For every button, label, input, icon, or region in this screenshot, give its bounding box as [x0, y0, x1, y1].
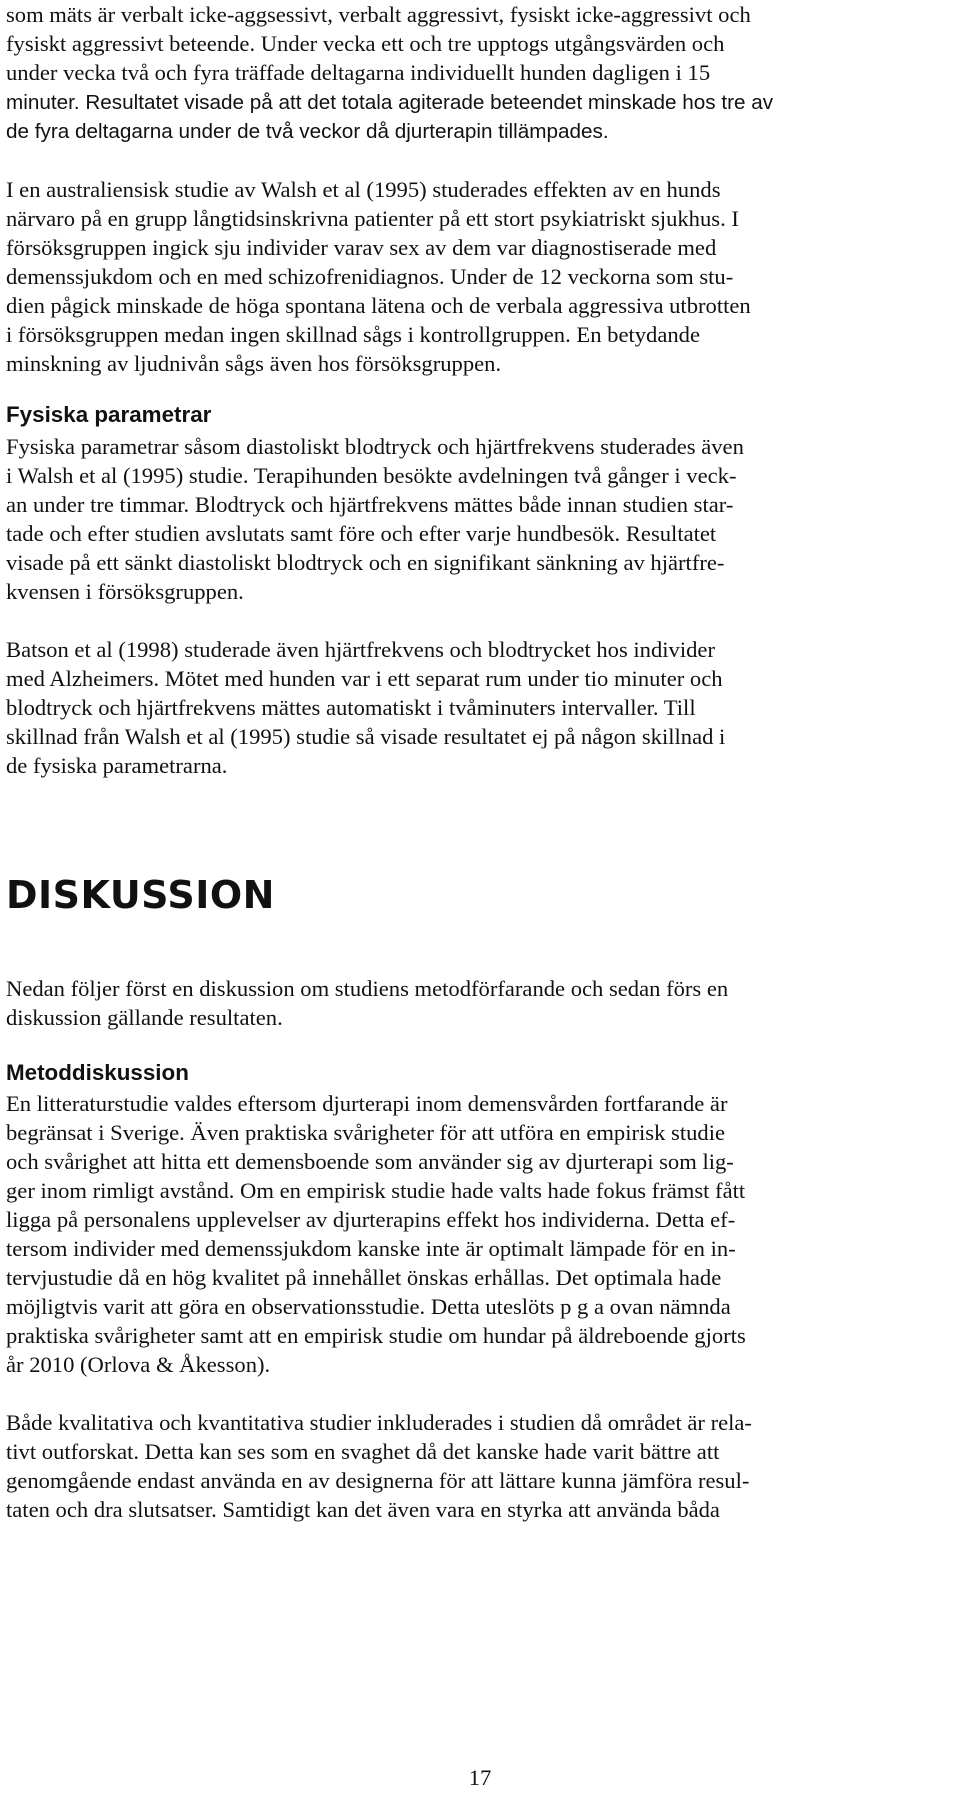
- text-line: kvensen i försöksgruppen.: [6, 579, 244, 604]
- text-line: och svårighet att hitta ett demensboende som använder sig av djurterapi som lig-: [6, 1149, 734, 1174]
- text-line: de fyra deltagarna under de två veckor då djurterapin tillämpades.: [6, 120, 609, 143]
- text-line: tivt outforskat. Detta kan ses som en svaghet då det kanske hade varit bättre att: [6, 1439, 720, 1464]
- text-line: ger inom rimligt avstånd. Om en empirisk studie hade valts hade fokus främst fått: [6, 1178, 746, 1203]
- text-line: an under tre timmar. Blodtryck och hjärtfrekvens mättes både innan studien star-: [6, 492, 734, 517]
- text-line: möjligtvis varit att göra en observationsstudie. Detta uteslöts p g a ovan nämnda: [6, 1294, 731, 1319]
- text-line: tersom individer med demenssjukdom kanske inte är optimalt lämpade för en in-: [6, 1236, 736, 1261]
- text-line: år 2010 (Orlova & Åkesson).: [6, 1352, 271, 1377]
- text-line: med Alzheimers. Mötet med hunden var i ett separat rum under tio minuter och: [6, 666, 723, 691]
- text-line: försöksgruppen ingick sju individer varav sex av dem var diagnostiserade med: [6, 235, 717, 260]
- text-line: under vecka två och fyra träffade deltagarna individuellt hunden dagligen i 15: [6, 60, 711, 85]
- text-line: tervjustudie då en hög kvalitet på innehållet önskas erhållas. Det optimala hade: [6, 1265, 722, 1290]
- text-line: skillnad från Walsh et al (1995) studie så visade resultatet ej på någon skillnad i: [6, 724, 726, 749]
- text-line: Både kvalitativa och kvantitativa studier inkluderades i studien då området är rela-: [6, 1410, 752, 1435]
- page-number: 17: [468, 1765, 492, 1790]
- text-line: ligga på personalens upplevelser av djurterapins effekt hos individerna. Detta ef-: [6, 1207, 736, 1232]
- text-line: demenssjukdom och en med schizofrenidiagnos. Under de 12 veckorna som stu-: [6, 264, 734, 289]
- text-line: i försöksgruppen medan ingen skillnad sågs i kontrollgruppen. En betydande: [6, 322, 700, 347]
- chapter-heading-diskussion: DISKUSSION: [6, 873, 275, 917]
- text-line: blodtryck och hjärtfrekvens mättes automatiskt i tvåminuters intervaller. Till: [6, 695, 696, 720]
- text-line: minuter. Resultatet visade på att det totala agiterade beteendet minskade hos tre av: [6, 91, 774, 114]
- text-line: Batson et al (1998) studerade även hjärtfrekvens och blodtrycket hos individer: [6, 637, 715, 662]
- text-line: Nedan följer först en diskussion om studiens metodförfarande och sedan förs en: [6, 976, 729, 1001]
- text-line: närvaro på en grupp långtidsinskrivna patienter på ett stort psykiatriskt sjukhus. I: [6, 206, 739, 231]
- text-line: En litteraturstudie valdes eftersom djurterapi inom demensvården fortfarande är: [6, 1091, 728, 1116]
- text-line: genomgående endast använda en av designerna för att lättare kunna jämföra resul-: [6, 1468, 750, 1493]
- text-line: visade på ett sänkt diastoliskt blodtryck och en signifikant sänkning av hjärtfre-: [6, 550, 725, 575]
- text-line: praktiska svårigheter samt att en empirisk studie om hundar på äldreboende gjorts: [6, 1323, 746, 1348]
- text-line: begränsat i Sverige. Även praktiska svårigheter för att utföra en empirisk studie: [6, 1120, 726, 1145]
- text-line: de fysiska parametrarna.: [6, 753, 228, 778]
- text-line: I en australiensisk studie av Walsh et al (1995) studerades effekten av en hunds: [6, 177, 721, 202]
- text-line: dien pågick minskade de höga spontana lätena och de verbala aggressiva utbrotten: [6, 293, 751, 318]
- text-line: taten och dra slutsatser. Samtidigt kan det även vara en styrka att använda båda: [6, 1497, 720, 1522]
- text-line: i Walsh et al (1995) studie. Terapihunden besökte avdelningen två gånger i veck-: [6, 463, 737, 488]
- section-heading-metoddiskussion: Metoddiskussion: [6, 1060, 189, 1085]
- text-line: som mäts är verbalt icke-aggsessivt, verbalt aggressivt, fysiskt icke-aggressivt och: [6, 2, 751, 27]
- text-line: fysiskt aggressivt beteende. Under vecka ett och tre upptogs utgångsvärden och: [6, 31, 725, 56]
- text-line: diskussion gällande resultaten.: [6, 1005, 283, 1030]
- text-line: minskning av ljudnivån sågs även hos försöksgruppen.: [6, 351, 502, 376]
- text-line: tade och efter studien avslutats samt före och efter varje hundbesök. Resultatet: [6, 521, 717, 546]
- text-line: Fysiska parametrar såsom diastoliskt blodtryck och hjärtfrekvens studerades även: [6, 434, 744, 459]
- section-heading-fysiska-parametrar: Fysiska parametrar: [6, 402, 212, 427]
